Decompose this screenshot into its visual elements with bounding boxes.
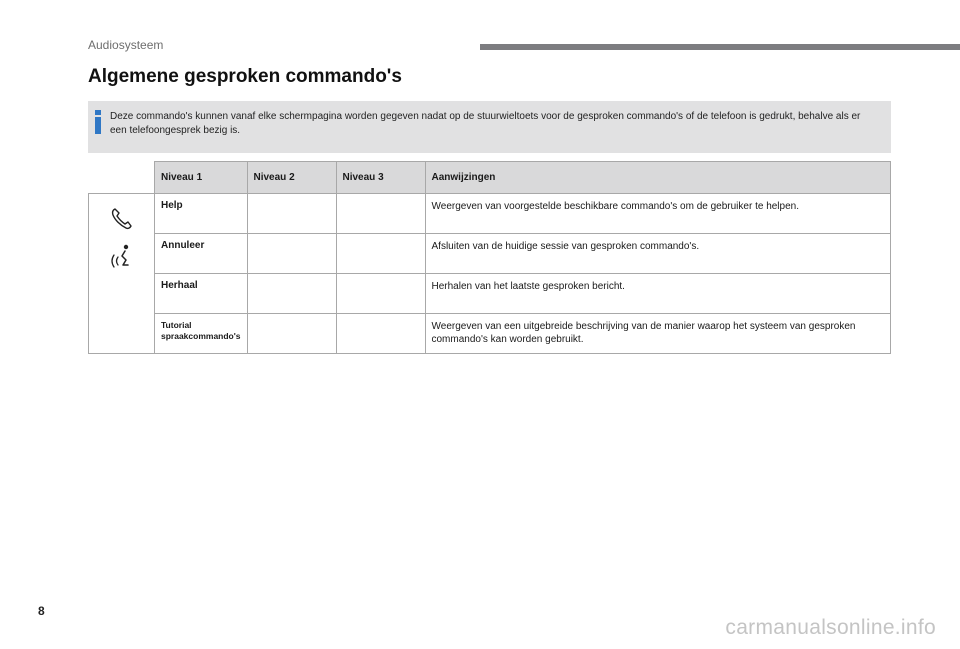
command-label: Annuleer xyxy=(155,234,248,274)
section-title: Audiosysteem xyxy=(88,38,164,52)
watermark: carmanualsonline.info xyxy=(725,616,936,639)
command-level3 xyxy=(336,274,425,314)
command-description: Weergeven van voorgestelde beschikbare commando's om de gebruiker te helpen. xyxy=(425,194,891,234)
table-header-blank xyxy=(89,162,155,194)
page-title: Algemene gesproken commando's xyxy=(88,66,402,87)
table-row xyxy=(89,234,891,274)
command-level2 xyxy=(247,274,336,314)
table-header-row xyxy=(89,162,891,194)
command-description: Weergeven van een uitgebreide beschrijving van de manier waarop het systeem van gesproken commando's kan worden gebruikt. xyxy=(425,314,891,354)
table-row xyxy=(89,314,891,354)
info-icon xyxy=(95,110,101,134)
command-level3 xyxy=(336,194,425,234)
column-header-level3: Niveau 3 xyxy=(336,162,425,194)
command-level2 xyxy=(247,234,336,274)
phone-icon xyxy=(109,206,135,232)
voice-command-icon xyxy=(109,242,135,272)
commands-table xyxy=(88,161,891,354)
command-level2 xyxy=(247,314,336,354)
table-row xyxy=(89,194,891,234)
command-level2 xyxy=(247,194,336,234)
command-level3 xyxy=(336,314,425,354)
page-number: 8 xyxy=(38,604,45,618)
command-level3 xyxy=(336,234,425,274)
info-box xyxy=(88,101,891,153)
header-bar xyxy=(480,44,960,50)
command-label: Help xyxy=(155,194,248,234)
table-row xyxy=(89,274,891,314)
column-header-level1: Niveau 1 xyxy=(155,162,248,194)
command-description: Herhalen van het laatste gesproken bericht. xyxy=(425,274,891,314)
command-label: Tutorial spraakcommando's xyxy=(155,314,248,354)
info-text: Deze commando's kunnen vanaf elke schermpagina worden gegeven nadat op de stuurwieltoets voor de gesproken commando's of de telefoon is gedrukt, behalve als er een telefoongesprek bezig is. xyxy=(110,111,861,136)
column-header-description: Aanwijzingen xyxy=(425,162,891,194)
command-description: Afsluiten van de huidige sessie van gesproken commando's. xyxy=(425,234,891,274)
column-header-level2: Niveau 2 xyxy=(247,162,336,194)
command-icons-cell xyxy=(89,194,155,354)
command-label: Herhaal xyxy=(155,274,248,314)
